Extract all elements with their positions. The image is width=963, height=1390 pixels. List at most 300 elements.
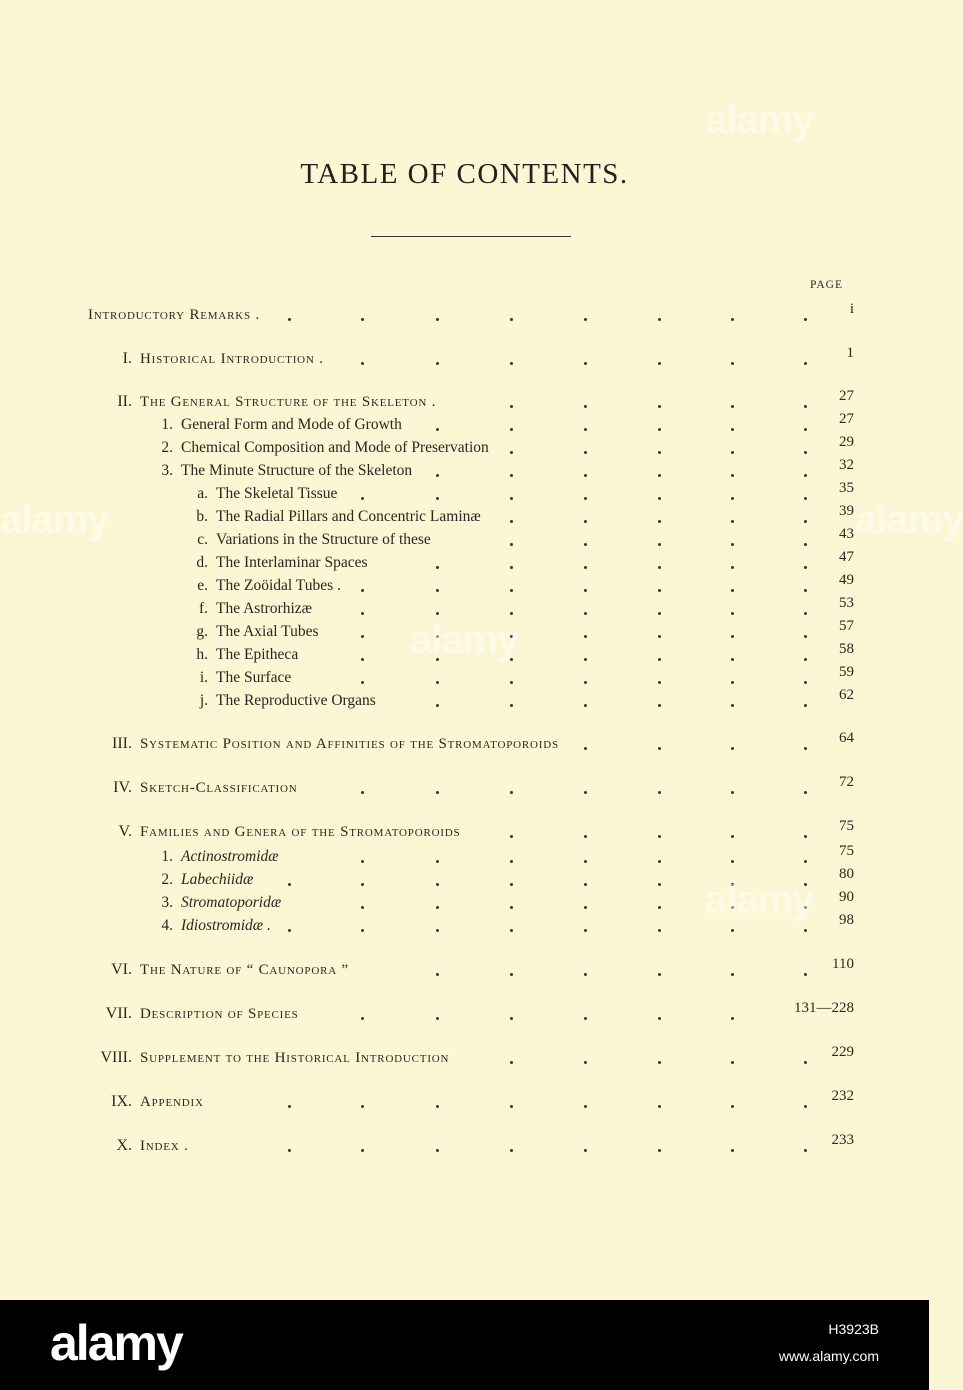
leader-dot — [510, 451, 513, 454]
leader-dot — [584, 681, 587, 684]
toc-entry — [0, 774, 929, 798]
leader-dot — [658, 973, 661, 976]
leader-dot — [361, 362, 364, 365]
leader-dot — [658, 612, 661, 615]
leader-dot — [510, 973, 513, 976]
entry-label: The Surface — [216, 669, 292, 686]
leader-dot — [436, 635, 439, 638]
entry-page-number: 27 — [839, 411, 854, 427]
leader-dot — [804, 747, 807, 750]
entry-number: e. — [197, 577, 208, 594]
leader-dot — [510, 1017, 513, 1020]
leader-dot — [731, 681, 734, 684]
toc-entry — [0, 730, 929, 754]
entry-label: Systematic Position and Affinities of the Stromatoporoids — [140, 736, 559, 752]
leader-dot — [361, 318, 364, 321]
toc-entry — [0, 1088, 929, 1112]
watermark: alamy — [705, 98, 814, 142]
leader-dot — [584, 318, 587, 321]
toc-entry — [0, 1000, 929, 1024]
leader-dot — [510, 1149, 513, 1152]
entry-page-number: 59 — [839, 664, 854, 680]
watermark: alamy — [0, 498, 109, 542]
toc-entry — [0, 411, 929, 435]
leader-dot — [658, 497, 661, 500]
entry-number: c. — [197, 531, 208, 548]
leader-dot — [584, 1105, 587, 1108]
entry-label: The Axial Tubes — [216, 623, 319, 640]
leader-dot — [584, 1017, 587, 1020]
leader-dot — [658, 474, 661, 477]
toc-entry — [0, 595, 929, 619]
leader-dot — [731, 860, 734, 863]
leader-dot — [584, 1061, 587, 1064]
leader-dot — [584, 405, 587, 408]
toc-entry — [0, 549, 929, 573]
entry-label: Chemical Composition and Mode of Preservation — [181, 439, 489, 456]
entry-label: The Interlaminar Spaces — [216, 554, 368, 571]
leader-dot — [436, 428, 439, 431]
leader-dot — [804, 566, 807, 569]
entry-number: d. — [196, 554, 208, 571]
leader-dot — [658, 635, 661, 638]
leader-dot — [436, 474, 439, 477]
leader-dot — [510, 860, 513, 863]
leader-dot — [436, 658, 439, 661]
entry-page-number: 98 — [839, 912, 854, 928]
leader-dot — [436, 704, 439, 707]
leader-dot — [584, 791, 587, 794]
entry-page-number: 53 — [839, 595, 854, 611]
leader-dot — [658, 520, 661, 523]
leader-dot — [584, 906, 587, 909]
leader-dot — [731, 658, 734, 661]
leader-dot — [731, 612, 734, 615]
leader-dot — [510, 883, 513, 886]
entry-number: a. — [197, 485, 208, 502]
leader-dot — [658, 428, 661, 431]
leader-dot — [731, 635, 734, 638]
entry-number: 1. — [161, 848, 173, 865]
entry-label: Sketch-Classification — [140, 780, 298, 796]
entry-label: Appendix — [140, 1094, 204, 1110]
leader-dot — [436, 681, 439, 684]
entry-number: 4. — [161, 917, 173, 934]
leader-dot — [510, 681, 513, 684]
watermark: alamy — [705, 878, 814, 922]
leader-dot — [731, 1061, 734, 1064]
leader-dot — [731, 929, 734, 932]
toc-entry — [0, 687, 929, 711]
leader-dot — [584, 497, 587, 500]
leader-dot — [510, 566, 513, 569]
entry-page-number: 57 — [839, 618, 854, 634]
toc-entry — [0, 388, 929, 412]
entry-number: i. — [199, 669, 208, 686]
leader-dot — [436, 589, 439, 592]
leader-dot — [361, 883, 364, 886]
leader-dot — [361, 929, 364, 932]
leader-dot — [804, 1061, 807, 1064]
leader-dot — [804, 791, 807, 794]
leader-dot — [731, 520, 734, 523]
leader-dot — [804, 1105, 807, 1108]
entry-page-number: 43 — [839, 526, 854, 542]
leader-dot — [658, 362, 661, 365]
leader-dot — [804, 860, 807, 863]
leader-dot — [510, 543, 513, 546]
entry-page-number: 49 — [839, 572, 854, 588]
leader-dot — [804, 883, 807, 886]
leader-dot — [658, 658, 661, 661]
leader-dot — [584, 883, 587, 886]
entry-label: The Skeletal Tissue — [216, 485, 338, 502]
leader-dot — [731, 1105, 734, 1108]
leader-dot — [731, 428, 734, 431]
entry-label: The Reproductive Organs — [216, 692, 376, 709]
toc-entry — [0, 866, 929, 890]
leader-dot — [436, 906, 439, 909]
leader-dot — [584, 362, 587, 365]
entry-page-number: 233 — [831, 1132, 854, 1148]
leader-dot — [731, 791, 734, 794]
leader-dot — [658, 906, 661, 909]
entry-number: 3. — [161, 462, 173, 479]
toc-entry — [0, 480, 929, 504]
leader-dot — [361, 906, 364, 909]
leader-dot — [804, 318, 807, 321]
entry-label: General Form and Mode of Growth — [181, 416, 402, 433]
entry-label: The Zoöidal Tubes . — [216, 577, 341, 594]
entry-label: Description of Species — [140, 1006, 299, 1022]
entry-label: Stromatoporidæ — [181, 894, 282, 911]
leader-dot — [361, 791, 364, 794]
entry-page-number: 90 — [839, 889, 854, 905]
leader-dot — [658, 747, 661, 750]
leader-dot — [658, 883, 661, 886]
page-title: TABLE OF CONTENTS. — [300, 158, 629, 190]
leader-dot — [658, 566, 661, 569]
entry-label: Idiostromidæ . — [181, 917, 271, 934]
watermark: alamy — [410, 618, 519, 662]
entry-label: The Astrorhizæ — [216, 600, 312, 617]
leader-dot — [584, 428, 587, 431]
entry-number: VIII. — [100, 1049, 132, 1066]
entry-label: Introductory Remarks . — [88, 307, 260, 323]
leader-dot — [804, 658, 807, 661]
image-code: H3923B — [828, 1321, 879, 1337]
entry-number: f. — [198, 600, 208, 617]
entry-label: Families and Genera of the Stromatoporoids — [140, 824, 461, 840]
leader-dot — [584, 566, 587, 569]
entry-label: The Minute Structure of the Skeleton — [181, 462, 413, 479]
leader-dot — [731, 973, 734, 976]
leader-dot — [510, 1061, 513, 1064]
leader-dot — [584, 747, 587, 750]
toc-entry — [0, 818, 929, 842]
entry-label: Labechiidæ — [181, 871, 254, 888]
entry-number: IV. — [113, 779, 132, 796]
leader-dot — [804, 906, 807, 909]
leader-dot — [436, 860, 439, 863]
leader-dot — [804, 929, 807, 932]
entry-label: The Epitheca — [216, 646, 299, 663]
leader-dot — [658, 835, 661, 838]
leader-dot — [510, 704, 513, 707]
leader-dot — [658, 791, 661, 794]
leader-dot — [804, 589, 807, 592]
leader-dot — [510, 520, 513, 523]
leader-dot — [510, 835, 513, 838]
leader-dot — [731, 405, 734, 408]
leader-dot — [731, 906, 734, 909]
brand-logo: alamy — [50, 1315, 182, 1371]
toc-entry — [0, 345, 929, 369]
leader-dot — [436, 612, 439, 615]
leader-dot — [731, 1017, 734, 1020]
leader-dot — [731, 318, 734, 321]
watermark: alamy — [855, 498, 963, 542]
entry-page-number: 131—228 — [794, 1000, 854, 1016]
entry-number: V. — [118, 823, 132, 840]
entry-page-number: 75 — [839, 843, 854, 859]
leader-dot — [804, 474, 807, 477]
leader-dot — [731, 543, 734, 546]
leader-dot — [436, 973, 439, 976]
toc-entry — [0, 1044, 929, 1068]
leader-dot — [804, 428, 807, 431]
toc-entry — [0, 843, 929, 867]
leader-dot — [436, 883, 439, 886]
entry-label: Historical Introduction . — [140, 351, 324, 367]
entry-page-number: 1 — [846, 345, 854, 361]
leader-dot — [510, 906, 513, 909]
leader-dot — [436, 566, 439, 569]
entry-page-number: 75 — [839, 818, 854, 834]
entry-number: IX. — [111, 1093, 132, 1110]
leader-dot — [510, 1105, 513, 1108]
leader-dot — [288, 1149, 291, 1152]
entry-page-number: 80 — [839, 866, 854, 882]
leader-dot — [658, 543, 661, 546]
leader-dot — [361, 658, 364, 661]
leader-dot — [510, 474, 513, 477]
leader-dot — [804, 497, 807, 500]
entry-page-number: 229 — [831, 1044, 854, 1060]
leader-dot — [436, 362, 439, 365]
leader-dot — [658, 681, 661, 684]
entry-page-number: 29 — [839, 434, 854, 450]
leader-dot — [731, 589, 734, 592]
leader-dot — [804, 405, 807, 408]
entry-number: b. — [196, 508, 208, 525]
leader-dot — [436, 929, 439, 932]
leader-dot — [658, 451, 661, 454]
leader-dot — [361, 589, 364, 592]
leader-dot — [804, 635, 807, 638]
entry-number: III. — [112, 735, 132, 752]
entry-label: Actinostromidæ — [181, 848, 279, 865]
leader-dot — [658, 405, 661, 408]
entry-page-number: 35 — [839, 480, 854, 496]
leader-dot — [584, 589, 587, 592]
leader-dot — [361, 497, 364, 500]
leader-dot — [584, 973, 587, 976]
leader-dot — [804, 451, 807, 454]
leader-dot — [731, 747, 734, 750]
leader-dot — [731, 497, 734, 500]
entry-label: Index . — [140, 1138, 189, 1154]
leader-dot — [804, 704, 807, 707]
leader-dot — [804, 362, 807, 365]
leader-dot — [804, 520, 807, 523]
leader-dot — [510, 612, 513, 615]
leader-dot — [288, 929, 291, 932]
toc-entry — [0, 572, 929, 596]
leader-dot — [584, 520, 587, 523]
leader-dot — [658, 1105, 661, 1108]
leader-dot — [584, 543, 587, 546]
entry-number: 2. — [161, 439, 173, 456]
leader-dot — [804, 543, 807, 546]
entry-page-number: 39 — [839, 503, 854, 519]
entry-page-number: 64 — [839, 730, 854, 746]
leader-dot — [804, 973, 807, 976]
entry-label: Variations in the Structure of these — [216, 531, 431, 548]
leader-dot — [731, 704, 734, 707]
entry-page-number: 58 — [839, 641, 854, 657]
leader-dot — [288, 883, 291, 886]
leader-dot — [731, 1149, 734, 1152]
leader-dot — [510, 589, 513, 592]
entry-number: g. — [196, 623, 208, 640]
entry-page-number: 110 — [832, 956, 854, 972]
toc-entry — [0, 956, 929, 980]
leader-dot — [436, 791, 439, 794]
leader-dot — [804, 1149, 807, 1152]
entry-page-number: 232 — [831, 1088, 854, 1104]
entry-number: I. — [122, 350, 132, 367]
entry-label: The Radial Pillars and Concentric Laminæ — [216, 508, 481, 525]
leader-dot — [510, 405, 513, 408]
leader-dot — [510, 318, 513, 321]
leader-dot — [731, 451, 734, 454]
leader-dot — [361, 1017, 364, 1020]
leader-dot — [658, 1149, 661, 1152]
leader-dot — [510, 428, 513, 431]
leader-dot — [584, 474, 587, 477]
page-column-label: PAGE — [810, 279, 843, 291]
leader-dot — [731, 835, 734, 838]
title-divider — [371, 236, 571, 237]
entry-page-number: 27 — [839, 388, 854, 404]
leader-dot — [584, 860, 587, 863]
leader-dot — [436, 1149, 439, 1152]
leader-dot — [584, 451, 587, 454]
leader-dot — [361, 1105, 364, 1108]
leader-dot — [658, 704, 661, 707]
entry-number: j. — [199, 692, 208, 709]
leader-dot — [584, 658, 587, 661]
leader-dot — [510, 791, 513, 794]
site-url: www.alamy.com — [778, 1348, 879, 1364]
toc-entry — [0, 1132, 929, 1156]
leader-dot — [361, 681, 364, 684]
leader-dot — [361, 635, 364, 638]
entry-number: X. — [116, 1137, 132, 1154]
toc-entry — [0, 434, 929, 458]
leader-dot — [658, 1061, 661, 1064]
leader-dot — [288, 318, 291, 321]
leader-dot — [658, 589, 661, 592]
leader-dot — [361, 1149, 364, 1152]
leader-dot — [658, 1017, 661, 1020]
leader-dot — [510, 497, 513, 500]
toc-entry — [0, 664, 929, 688]
leader-dot — [731, 474, 734, 477]
entry-number: h. — [196, 646, 208, 663]
leader-dot — [584, 1149, 587, 1152]
leader-dot — [288, 1105, 291, 1108]
stock-footer — [0, 1300, 929, 1390]
leader-dot — [584, 635, 587, 638]
entry-page-number: 32 — [839, 457, 854, 473]
leader-dot — [510, 658, 513, 661]
entry-number: 3. — [161, 894, 173, 911]
entry-number: 2. — [161, 871, 173, 888]
leader-dot — [658, 318, 661, 321]
leader-dot — [361, 860, 364, 863]
entry-page-number: i — [849, 301, 854, 317]
entry-number: II. — [117, 393, 132, 410]
toc-entry — [0, 457, 929, 481]
leader-dot — [731, 883, 734, 886]
leader-dot — [584, 612, 587, 615]
entry-page-number: 47 — [839, 549, 854, 565]
leader-dot — [804, 835, 807, 838]
leader-dot — [436, 497, 439, 500]
leader-dot — [584, 929, 587, 932]
entry-number: VI. — [111, 961, 132, 978]
toc-entry — [0, 641, 929, 665]
leader-dot — [804, 612, 807, 615]
entry-number: 1. — [161, 416, 173, 433]
leader-dot — [510, 635, 513, 638]
leader-dot — [584, 704, 587, 707]
toc-entry — [0, 301, 929, 325]
leader-dot — [510, 929, 513, 932]
leader-dot — [584, 835, 587, 838]
leader-dot — [731, 362, 734, 365]
leader-dot — [658, 929, 661, 932]
leader-dot — [510, 362, 513, 365]
entry-page-number: 72 — [839, 774, 854, 790]
leader-dot — [361, 612, 364, 615]
leader-dot — [731, 566, 734, 569]
toc-entry — [0, 526, 929, 550]
entry-label: The General Structure of the Skeleton . — [140, 394, 437, 410]
leader-dot — [436, 1017, 439, 1020]
entry-number: VII. — [105, 1005, 132, 1022]
leader-dot — [436, 1105, 439, 1108]
toc-entry — [0, 912, 929, 936]
entry-label: Supplement to the Historical Introduction — [140, 1050, 450, 1066]
leader-dot — [658, 860, 661, 863]
leader-dot — [804, 681, 807, 684]
entry-page-number: 62 — [839, 687, 854, 703]
entry-label: The Nature of “ Caunopora ” — [140, 962, 349, 978]
leader-dot — [436, 318, 439, 321]
